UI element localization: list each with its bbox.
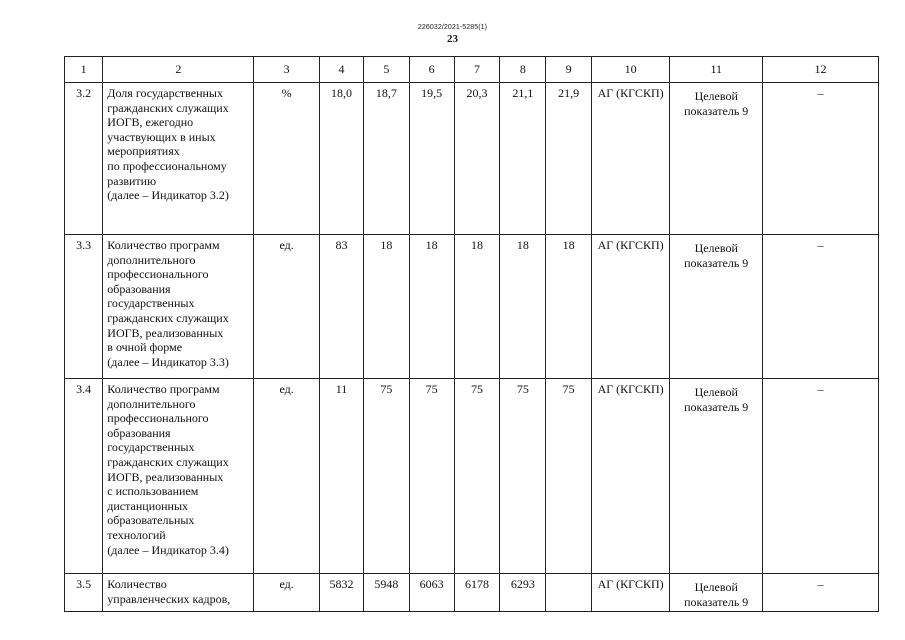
column-header: 9: [546, 57, 591, 83]
indicator-value: 83: [335, 238, 348, 252]
indicator-name-line: Количество программ: [107, 238, 220, 252]
indicator-value: 18,0: [331, 86, 353, 100]
indicator-value: 21,1: [512, 86, 534, 100]
indicator-table: [64, 56, 879, 612]
indicator-name-line: профессионального: [107, 267, 209, 282]
indicator-name-line: (далее – Индикатор 3.4): [107, 542, 229, 557]
indicator-name-line: дополнительного: [107, 396, 196, 411]
indicator-value: 11: [335, 382, 348, 396]
indicator-name-line: (далее – Индикатор 3.3): [107, 354, 229, 369]
target-line: показатель 9: [684, 103, 749, 118]
target-line: Целевой: [694, 241, 738, 255]
target-line: Целевой: [694, 580, 738, 594]
note-value: –: [817, 86, 824, 100]
column-header: 6: [409, 57, 454, 83]
target-cell: [670, 235, 763, 379]
indicator-name-line: ИОГВ, реализованных: [107, 469, 224, 484]
indicator-value: 20,3: [466, 86, 488, 100]
value-cell: [319, 235, 363, 379]
target-line: Целевой: [694, 385, 738, 399]
indicator-name-line: образования: [107, 425, 171, 440]
indicator-name-line: гражданских служащих: [107, 454, 229, 469]
table-header-row: [65, 57, 879, 83]
unit-value: ед.: [279, 238, 294, 252]
table-row: [65, 574, 879, 612]
responsible-value: АГ (КГСКП): [597, 577, 664, 591]
value-cell: [364, 379, 409, 574]
indicator-value: 75: [470, 382, 483, 396]
indicator-value: 18: [516, 238, 529, 252]
responsible-value: АГ (КГСКП): [597, 238, 664, 252]
column-header: 11: [670, 57, 763, 83]
indicator-value: 75: [516, 382, 529, 396]
value-cell: [454, 83, 499, 235]
indicator-value: 75: [425, 382, 438, 396]
indicator-name-cell: [103, 83, 254, 235]
note-cell: [763, 83, 879, 235]
indicator-value: 75: [562, 382, 575, 396]
value-cell: [454, 379, 499, 574]
target-line: показатель 9: [684, 399, 749, 414]
column-header: 4: [319, 57, 363, 83]
column-header: 7: [454, 57, 499, 83]
value-cell: [546, 235, 591, 379]
indicator-value: 6063: [419, 577, 444, 591]
responsible-cell: [591, 574, 670, 612]
indicator-name-line: гражданских служащих: [107, 310, 229, 325]
indicator-name-line: образовательных: [107, 513, 195, 528]
value-cell: [546, 83, 591, 235]
indicator-name-line: дополнительного: [107, 252, 196, 267]
unit-value: %: [281, 86, 292, 100]
column-header: 2: [103, 57, 254, 83]
indicator-name-line: развитию: [107, 173, 157, 188]
indicator-name-line: дистанционных: [107, 498, 189, 513]
indicator-name-line: государственных: [107, 440, 195, 455]
target-line: Целевой: [694, 89, 738, 103]
indicator-name-line: в очной форме: [107, 340, 183, 355]
value-cell: [500, 379, 546, 574]
value-cell: [319, 83, 363, 235]
value-cell: [409, 83, 454, 235]
column-header: 10: [591, 57, 670, 83]
value-cell: [500, 574, 546, 612]
target-cell: [670, 574, 763, 612]
row-number: 3.5: [76, 577, 92, 591]
indicator-value: 18,7: [375, 86, 397, 100]
indicator-value: 5948: [374, 577, 399, 591]
target-cell: [670, 83, 763, 235]
column-header: 1: [65, 57, 103, 83]
indicator-name-line: Количество программ: [107, 382, 220, 396]
indicator-name-line: (далее – Индикатор 3.2): [107, 188, 229, 203]
note-value: –: [817, 577, 824, 591]
indicator-name-line: гражданских служащих: [107, 100, 229, 115]
indicator-name-line: профессионального: [107, 411, 209, 426]
responsible-cell: [591, 235, 670, 379]
unit-cell: [254, 574, 319, 612]
table-row: [65, 379, 879, 574]
value-cell: [364, 574, 409, 612]
column-header: 12: [763, 57, 879, 83]
row-number-cell: [65, 574, 103, 612]
row-number-cell: [65, 235, 103, 379]
row-number-cell: [65, 83, 103, 235]
row-number: 3.3: [76, 238, 92, 252]
indicator-name-line: по профессиональному: [107, 158, 227, 173]
indicator-value: 6178: [464, 577, 489, 591]
value-cell: [319, 379, 363, 574]
indicator-name-line: технологий: [107, 527, 166, 542]
indicator-value: 75: [380, 382, 393, 396]
unit-cell: [254, 235, 319, 379]
page-number: 23: [447, 33, 458, 45]
value-cell: [319, 574, 363, 612]
indicator-value: 18: [380, 238, 393, 252]
table-row: [65, 83, 879, 235]
responsible-cell: [591, 83, 670, 235]
value-cell: [409, 574, 454, 612]
indicator-name-line: ИОГВ, реализованных: [107, 325, 224, 340]
note-cell: [763, 379, 879, 574]
indicator-name-line: управленческих кадров,: [107, 591, 231, 606]
responsible-cell: [591, 379, 670, 574]
indicator-value: 5832: [329, 577, 354, 591]
indicator-name-line: образования: [107, 281, 171, 296]
target-cell: [670, 379, 763, 574]
indicator-value: 18: [470, 238, 483, 252]
unit-cell: [254, 379, 319, 574]
responsible-value: АГ (КГСКП): [597, 86, 664, 100]
value-cell: [546, 574, 591, 612]
value-cell: [500, 235, 546, 379]
value-cell: [500, 83, 546, 235]
indicator-name-cell: [103, 235, 254, 379]
indicator-value: 19,5: [421, 86, 443, 100]
responsible-value: АГ (КГСКП): [597, 382, 664, 396]
column-header: 5: [364, 57, 409, 83]
column-header: 3: [254, 57, 319, 83]
unit-value: ед.: [279, 382, 294, 396]
value-cell: [409, 379, 454, 574]
target-line: показатель 9: [684, 255, 749, 270]
value-cell: [409, 235, 454, 379]
document-stamp: 226032/2021-5285(1): [417, 24, 488, 31]
indicator-name-line: с использованием: [107, 484, 199, 499]
note-value: –: [817, 238, 824, 252]
row-number: 3.4: [76, 382, 92, 396]
note-cell: [763, 574, 879, 612]
column-header: 8: [500, 57, 546, 83]
target-line: показатель 9: [684, 594, 749, 609]
table-row: [65, 235, 879, 379]
value-cell: [454, 574, 499, 612]
value-cell: [454, 235, 499, 379]
indicator-name-cell: [103, 379, 254, 574]
indicator-value: 18: [425, 238, 438, 252]
value-cell: [546, 379, 591, 574]
row-number-cell: [65, 379, 103, 574]
indicator-value: 18: [562, 238, 575, 252]
note-value: –: [817, 382, 824, 396]
value-cell: [364, 83, 409, 235]
unit-value: ед.: [279, 577, 294, 591]
note-cell: [763, 235, 879, 379]
indicator-name-line: мероприятиях: [107, 144, 180, 159]
value-cell: [364, 235, 409, 379]
indicator-value: 21,9: [558, 86, 580, 100]
indicator-name-line: ИОГВ, ежегодно: [107, 115, 194, 130]
unit-cell: [254, 83, 319, 235]
indicator-name-line: Количество: [107, 577, 167, 591]
indicator-value: 6293: [510, 577, 535, 591]
indicator-name-cell: [103, 574, 254, 612]
row-number: 3.2: [76, 86, 92, 100]
indicator-name-line: Доля государственных: [107, 86, 223, 100]
indicator-name-line: государственных: [107, 296, 195, 311]
indicator-name-line: участвующих в иных: [107, 129, 216, 144]
